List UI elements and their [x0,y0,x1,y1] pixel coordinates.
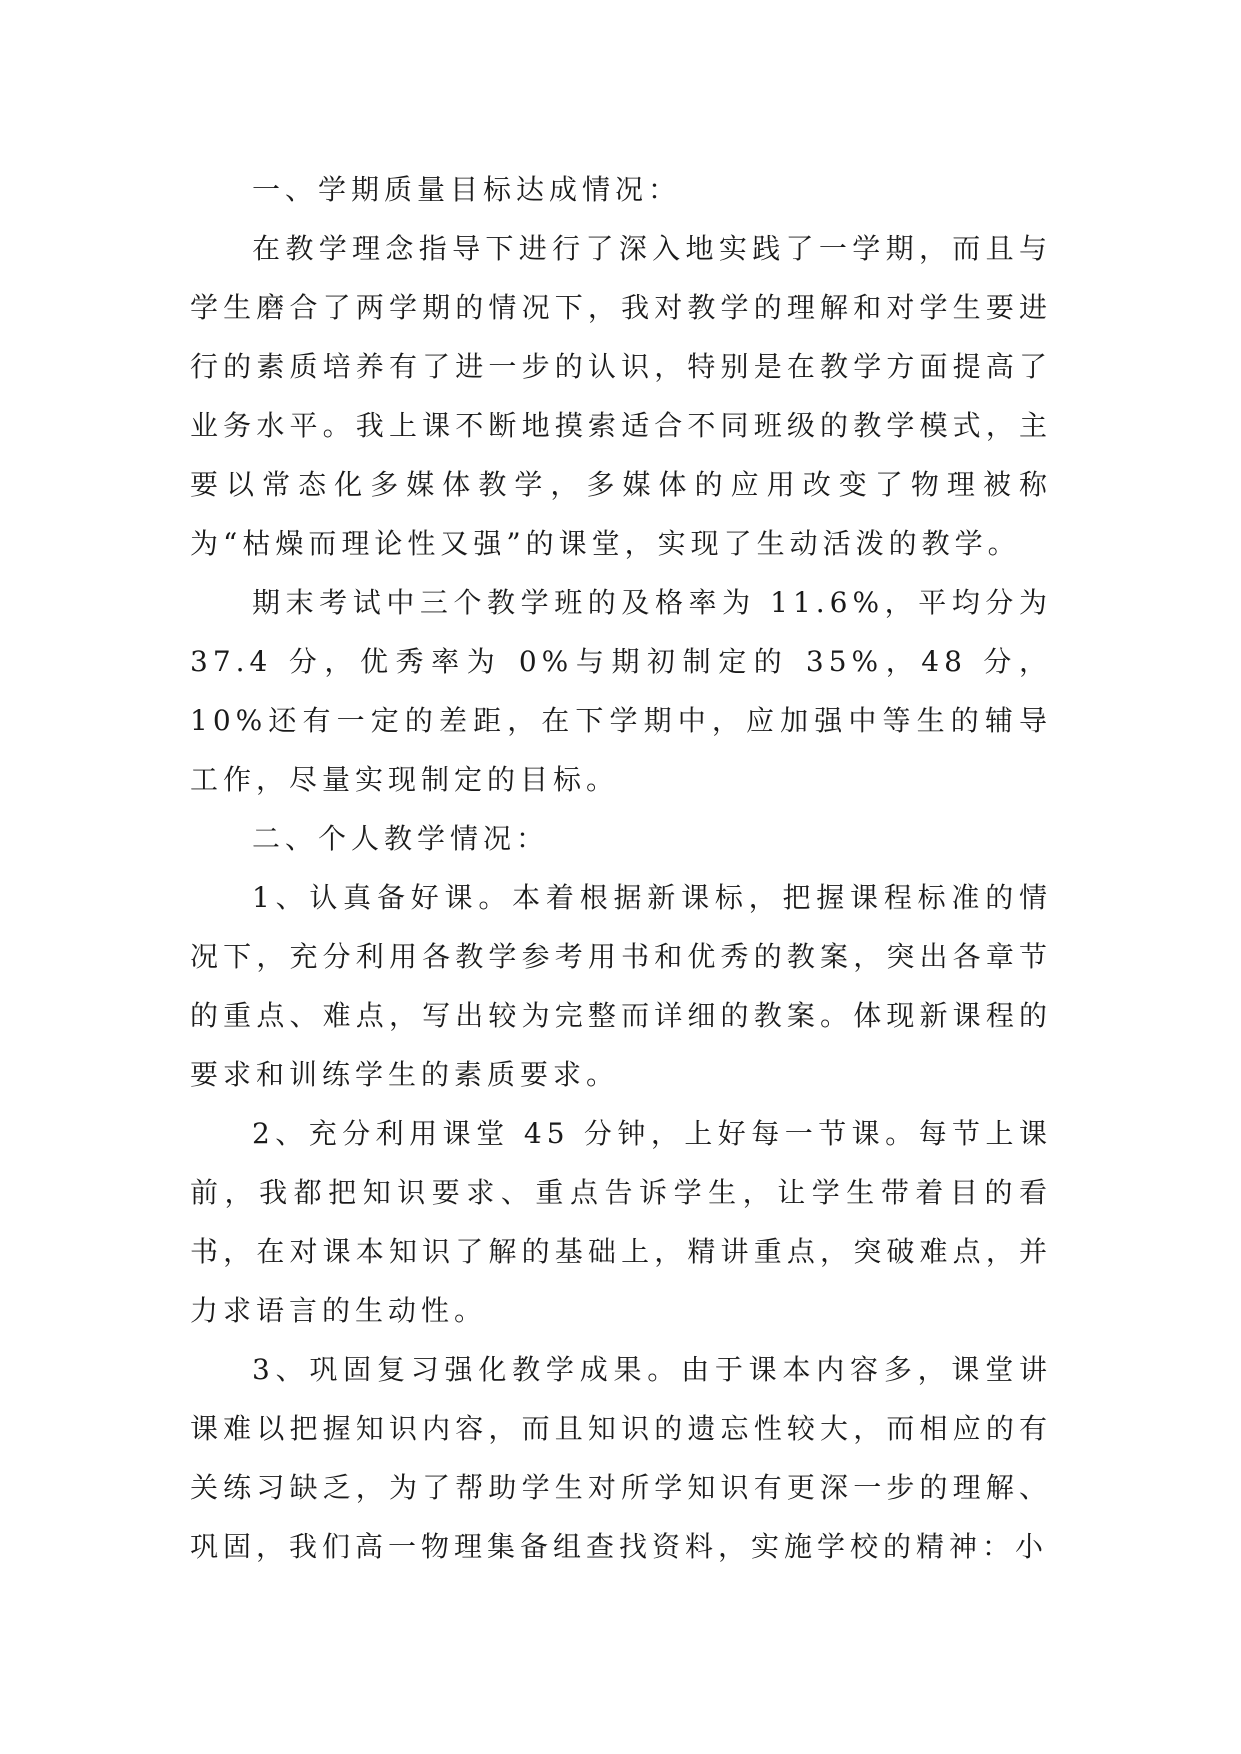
paragraph-classroom-time: 2、充分利用课堂 45 分钟，上好每一节课。每节上课前，我都把知识要求、重点告诉学生，让学生带着目的看书，在对课本知识了解的基础上，精讲重点，突破难点，并力求语言的生动性。 [190,1117,1052,1327]
section-heading-personal-teaching: 二、个人教学情况： [252,822,550,855]
paragraph-exam-results: 期末考试中三个教学班的及格率为 11.6%，平均分为 37.4 分，优秀率为 0%与期初制定的 35%，48 分，10%还有一定的差距，在下学期中，应加强中等生的辅导工作，尽量实现制定的目标。 [190,586,1052,796]
document-body [190,160,1052,1576]
paragraph-review-consolidation: 3、巩固复习强化教学成果。由于课本内容多，课堂讲课难以把握知识内容，而且知识的遗忘性较大，而相应的有关练习缺乏，为了帮助学生对所学知识有更深一步的理解、巩固，我们高一物理集备组查找资料，实施学校的精神：小 [190,1353,1052,1563]
paragraph-teaching-practice: 在教学理念指导下进行了深入地实践了一学期，而且与学生磨合了两学期的情况下，我对教学的理解和对学生要进行的素质培养有了进一步的认识，特别是在教学方面提高了业务水平。我上课不断地摸索适合不同班级的教学模式，主要以常态化多媒体教学，多媒体的应用改变了物理被称为“枯燥而理论性又强”的课堂，实现了生动活泼的教学。 [190,232,1052,560]
section-heading-quality-goals: 一、学期质量目标达成情况： [252,173,682,206]
paragraph-lesson-preparation: 1、认真备好课。本着根据新课标，把握课程标准的情况下，充分利用各教学参考用书和优秀的教案，突出各章节的重点、难点，写出较为完整而详细的教案。体现新课程的要求和训练学生的素质要求。 [190,881,1052,1091]
